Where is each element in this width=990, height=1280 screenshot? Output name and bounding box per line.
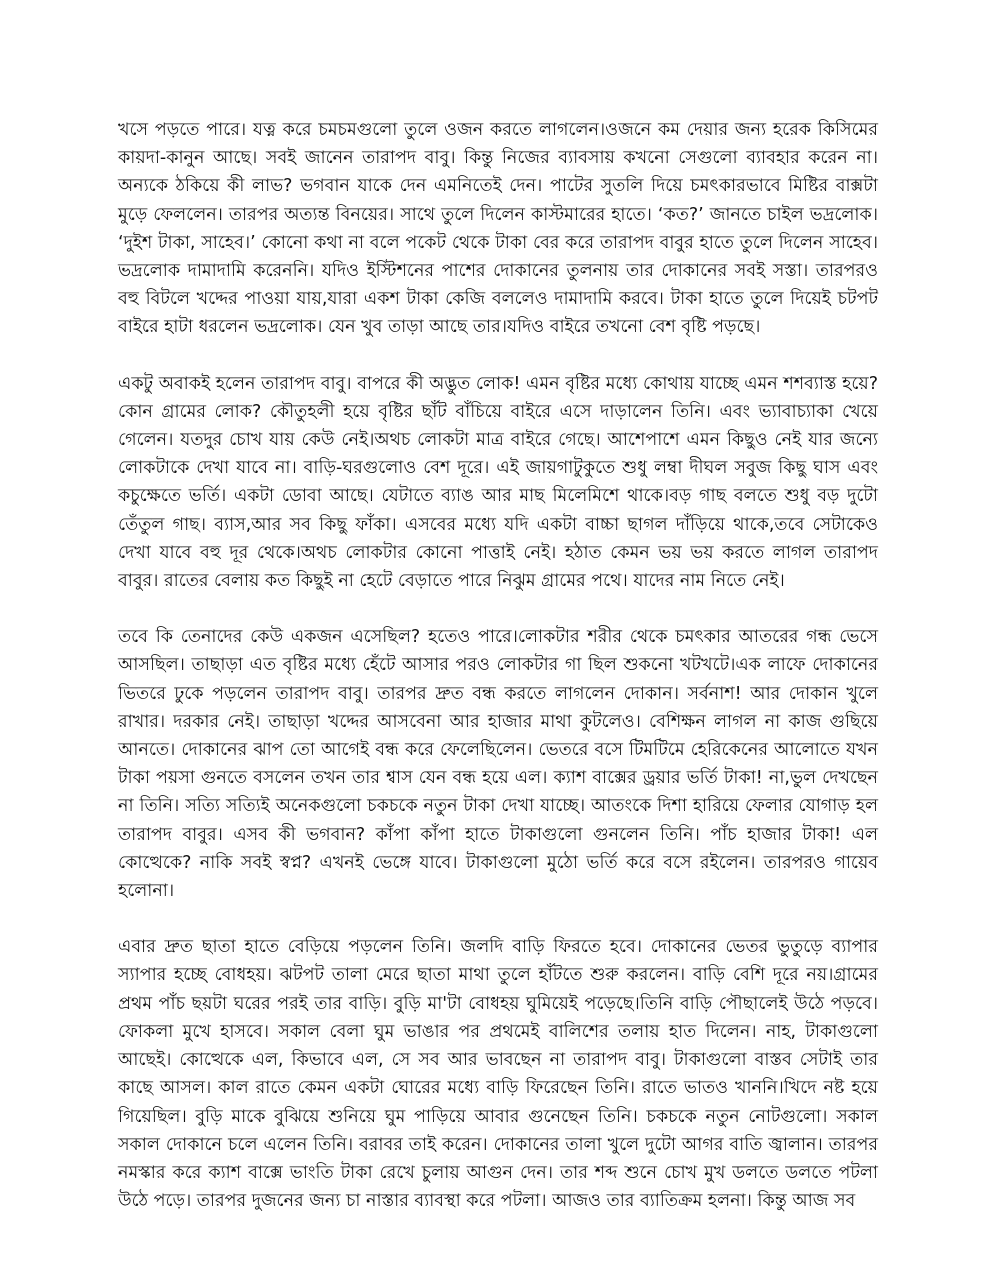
paragraph-2: একটু অবাকই হলেন তারাপদ বাবু। বাপরে কী অদ্ভুত লোক! এমন বৃষ্টির মধ্যে কোথায় যাচ্ছে এমন শশব্যাস্ত হয়ে?কোন গ্রামের লোক? কৌতুহলী হয়ে বৃষ্টির ছাঁট বাঁচিয়ে বাইরে এসে দাড়ালেন তিনি। এবং ভ্যাবাচ্যাকা খেয়ে গেলেন। যতদুর চোখ যায় কেউ নেই।অথচ লোকটা মাত্র বাইরে গেছে। আশেপাশে এমন কিছুও নেই যার জন্যে লোকটাকে দেখা যাবে না। বাড়ি-ঘরগুলোও বেশ দূরে। এই জায়গাটুকুতে শুধু লম্বা দীঘল সবুজ কিছু ঘাস এবং কচুক্ষেতে ভর্তি। একটা ডোবা আছে। যেটাতে ব্যাঙ আর মাছ মিলেমিশে থাকে।বড় গাছ বলতে শুধু বড় দুটো তেঁতুল গাছ। ব্যাস,আর সব কিছু ফাঁকা। এসবের মধ্যে যদি একটা বাচ্চা ছাগল দাঁড়িয়ে থাকে,তবে সেটাকেও দেখা যাবে বহু দূর থেকে।অথচ লোকটার কোনো পাত্তাই নেই। হঠাত কেমন ভয় ভয় করতে লাগল তারাপদ বাবুর। রাতের বেলায় কত কিছুই না হেটে বেড়াতে পারে নিঝুম গ্রামের পথে। যাদের নাম নিতে নেই। xyxy=(118,373,878,592)
paragraph-4: এবার দ্রুত ছাতা হাতে বেড়িয়ে পড়লেন তিনি। জলদি বাড়ি ফিরতে হবে। দোকানের ভেতর ভুতুড়ে ব্যাপার স্যাপার হচ্ছে বোধহয়। ঝটপট তালা মেরে ছাতা মাথা তুলে হাঁটতে শুরু করলেন। বাড়ি বেশি দূরে নয়।গ্রামের প্রথম পাঁচ ছয়টা ঘরের পরই তার বাড়ি। বুড়ি মা'টা বোধহয় ঘুমিয়েই পড়েছে।তিনি বাড়ি পৌছালেই উঠে পড়বে। ফোকলা মুখে হাসবে। সকাল বেলা ঘুম ভাঙার পর প্রথমেই বালিশের তলায় হাত দিলেন। নাহ, টাকাগুলো আছেই। কোত্থেকে এল, কিভাবে এল, সে সব আর ভাবছেন না তারাপদ বাবু। টাকাগুলো বাস্তব সেটাই তার কাছে আসল। কাল রাতে কেমন একটা ঘোরের মধ্যে বাড়ি ফিরেছেন তিনি। রাতে ভাতও খাননি।খিদে নষ্ট হয়ে গিয়েছিল। বুড়ি মাকে বুঝিয়ে শুনিয়ে ঘুম পাড়িয়ে আবার গুনেছেন তিনি। চকচকে নতুন নোটগুলো। সকাল সকাল দোকানে চলে এলেন তিনি। বরাবর তাই করেন। দোকানের তালা খুলে দুটো আগর বাতি জ্বালান। তারপর নমস্কার করে ক্যাশ বাক্সে ভাংতি টাকা রেখে চুলায় আগুন দেন। তার শব্দ শুনে চোখ মুখ ডলতে ডলতে পটলা উঠে পড়ে। তারপর দুজনের জন্য চা নাস্তার ব্যাবস্থা করে পটলা। আজও তার ব্যাতিক্রম হলনা। কিন্তু আজ সব xyxy=(118,937,878,1212)
document-page xyxy=(118,116,878,1243)
paragraph-1: খসে পড়তে পারে। যত্ন করে চমচমগুলো তুলে ওজন করতে লাগলেন।ওজনে কম দেয়ার জন্য হরেক কিসিমের কায়দা-কানুন আছে। সবই জানেন তারাপদ বাবু। কিন্তু নিজের ব্যাবসায় কখনো সেগুলো ব্যাবহার করেন না।অন্যকে ঠকিয়ে কী লাভ? ভগবান যাকে দেন এমনিতেই দেন। পাটের সুতলি দিয়ে চমৎকারভাবে মিষ্টির বাক্সটা মুড়ে ফেললেন। তারপর অত্যন্ত বিনয়ের। সাথে তুলে দিলেন কাস্টমারের হাতে। ‘কত?’ জানতে চাইল ভদ্রলোক। ‘দুইশ টাকা, সাহেব।’ কোনো কথা না বলে পকেট থেকে টাকা বের করে তারাপদ বাবুর হাতে তুলে দিলেন সাহেব। ভদ্রলোক দামাদামি করেননি। যদিও ইস্টিশনের পাশের দোকানের তুলনায় তার দোকানের সবই সস্তা। তারপরও বহু বিটলে খদ্দের পাওয়া যায়,যারা একশ টাকা কেজি বললেও দামাদামি করবে। টাকা হাতে তুলে দিয়েই চটপট বাইরে হাটা ধরলেন ভদ্রলোক। যেন খুব তাড়া আছে তার।যদিও বাইরে তখনো বেশ বৃষ্টি পড়ছে। xyxy=(118,120,878,338)
paragraph-3: তবে কি তেনাদের কেউ একজন এসেছিল? হতেও পারে।লোকটার শরীর থেকে চমৎকার আতরের গন্ধ ভেসে আসছিল। তাছাড়া এত বৃষ্টির মধ্যে হেঁটে আসার পরও লোকটার গা ছিল শুকনো খটখটে।এক লাফে দোকানের ভিতরে ঢুকে পড়লেন তারাপদ বাবু। তারপর দ্রুত বন্ধ করতে লাগলেন দোকান। সর্বনাশ! আর দোকান খুলে রাখার। দরকার নেই। তাছাড়া খদ্দের আসবেনা আর হাজার মাথা কুটলেও। বেশিক্ষন লাগল না কাজ গুছিয়ে আনতে। দোকানের ঝাপ তো আগেই বন্ধ করে ফেলেছিলেন। ভেতরে বসে টিমটিমে হেরিকেনের আলোতে যখন টাকা পয়সা গুনতে বসলেন তখন তার শ্বাস যেন বন্ধ হয়ে এল। ক্যাশ বাক্সের ড্রয়ার ভর্তি টাকা! না,ভুল দেখছেন না তিনি। সত্যি সত্যিই অনেকগুলো চকচকে নতুন টাকা দেখা যাচ্ছে। আতংকে দিশা হারিয়ে ফেলার যোগাড় হল তারাপদ বাবুর। এসব কী ভগবান? কাঁপা কাঁপা হাতে টাকাগুলো গুনলেন তিনি। পাঁচ হাজার টাকা! এল কোত্থেকে? নাকি সবই স্বপ্ন? এখনই ভেঙ্গে যাবে। টাকাগুলো মুঠো ভর্তি করে বসে রইলেন। তারপরও গায়েব হলোনা। xyxy=(118,627,878,902)
